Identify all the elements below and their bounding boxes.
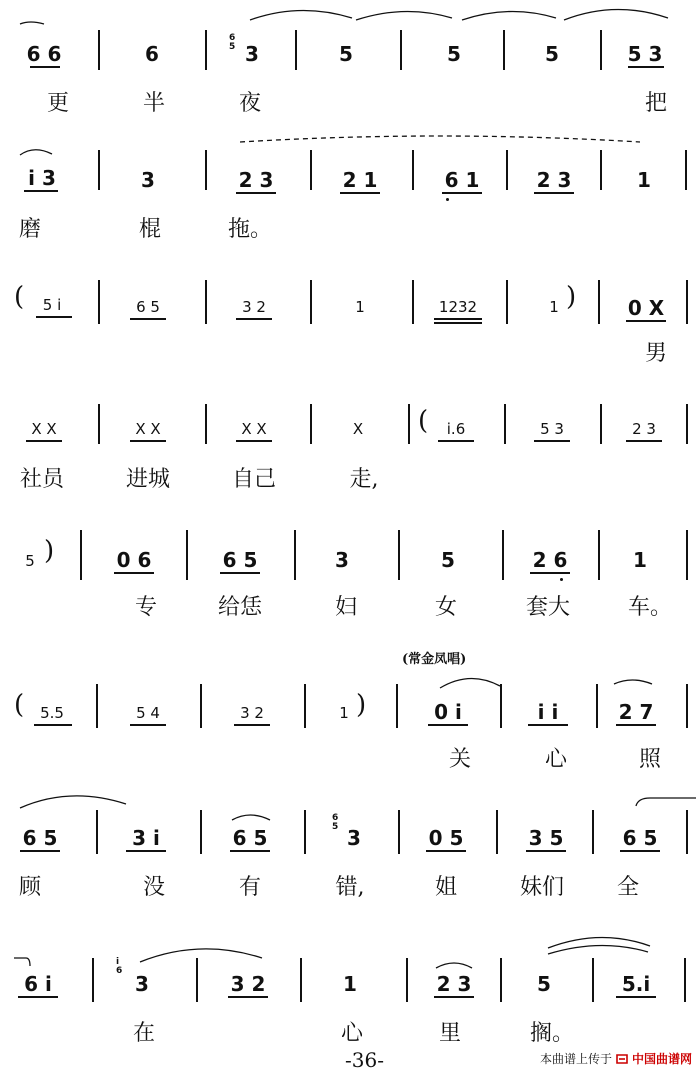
logo-icon [615,1053,629,1065]
note-group: 6 1 [444,168,480,192]
lyric: 心 [340,1021,364,1046]
note-group: 3 5 [528,826,564,850]
lyric: 搁。 [529,1021,575,1046]
note-group: 0 5 [428,826,464,850]
lyric: 女 [434,595,458,620]
note-group: 6 5 [222,548,258,572]
lyric: 磨 [18,217,42,242]
note-group: 3 [141,168,155,192]
note-group: 5.i [621,972,651,996]
note-group: 2 7 [618,700,654,724]
score-system-7 [0,780,700,918]
upload-credit [540,1050,692,1067]
note-group: i i [537,700,559,724]
lyric: 错, [335,875,365,900]
lyric: 关 [448,747,472,772]
lyric: 把 [644,91,668,116]
note-group: 6 5 [136,298,160,316]
close-paren: ) [44,536,55,566]
lyric: 夜 [238,91,262,116]
note-group: 5 [441,548,455,572]
lyric: 进城 [125,467,171,492]
note-group: 6 [145,42,159,66]
grace-note: 6 5 [332,813,339,832]
score-system-4 [0,376,700,502]
note-group: 6 6 [26,42,62,66]
score-system-5 [0,502,700,632]
lyric: 棍 [138,217,162,242]
lyric: 拖。 [227,217,273,242]
score-system-8 [0,918,700,1048]
note-group: 5 4 [136,704,160,722]
open-paren: ( [418,406,429,436]
page-number: -36- [345,1048,384,1072]
lyric: 走, [349,467,379,492]
lyric: 有 [238,875,262,900]
note-group: 5.5 [40,704,64,722]
lyric: 社员 [19,467,65,492]
note-group: 1 [343,972,357,996]
note-group: 2 3 [238,168,274,192]
note-group: 2 1 [342,168,378,192]
note-group: 2 3 [536,168,572,192]
lyric: 更 [46,91,70,116]
lyric: 照 [638,747,662,772]
note-group: 3 [245,42,259,66]
lyric: 半 [142,91,166,116]
lyric: 车。 [627,595,673,620]
note-group: 1 [549,298,559,316]
site-logo-text[interactable]: 中国曲谱网 [631,1052,692,1066]
note-group: 5 [447,42,461,66]
note-group: 1232 [438,298,478,316]
note-group: 5 i [42,296,62,314]
close-paren: ) [356,690,367,720]
lyric: 给恁 [217,595,263,620]
lyric: 套大 [525,595,571,620]
close-paren: ) [566,282,577,312]
note-group: X X [241,420,267,438]
slur-marks [0,632,700,780]
note-group: i.6 [446,420,466,438]
note-group: 3 2 [230,972,266,996]
note-group: X X [31,420,57,438]
note-group: X [352,420,364,438]
lyric: 里 [438,1021,462,1046]
credit-text: 本曲谱上传于 [539,1052,612,1066]
note-group: 1 [633,548,647,572]
note-group: 0 6 [116,548,152,572]
note-group: 5 3 [540,420,564,438]
note-group: 6 i [24,972,52,996]
note-group: 2 6 [532,548,568,572]
lyric: 妇 [334,595,358,620]
note-group: 6 5 [22,826,58,850]
lyric: 心 [544,747,568,772]
note-group: 5 [545,42,559,66]
note-group: 3 [347,826,361,850]
lyric: 男 [644,341,668,366]
note-group: X X [135,420,161,438]
note-group: 6 5 [622,826,658,850]
score-system-6 [0,632,700,780]
note-group: 3 2 [240,704,264,722]
note-group: 2 3 [632,420,656,438]
lyric: 自己 [231,467,277,492]
lyric: 专 [134,595,158,620]
note-group: 5 [25,552,35,570]
lyric: 没 [142,875,166,900]
score-system-1 [0,0,700,130]
note-group: 3 i [132,826,160,850]
note-group: 1 [637,168,651,192]
grace-note: 6 5 [229,33,236,52]
note-group: 3 [335,548,349,572]
note-group: 6 5 [232,826,268,850]
note-group: 1 [355,298,365,316]
note-group: 2 3 [436,972,472,996]
note-group: 0 X [627,296,665,320]
performer-label: (常金凤唱) [402,652,467,667]
lyric: 妹们 [519,875,565,900]
lyric: 顾 [18,875,42,900]
note-group: 3 2 [242,298,266,316]
lyric: 姐 [434,875,458,900]
note-group: 5 [537,972,551,996]
lyric: 全 [616,875,640,900]
open-paren: ( [14,690,25,720]
grace-note: i 6 [116,957,123,976]
note-group: 0 i [434,700,462,724]
note-group: 3 [135,972,149,996]
note-group: 1 [339,704,349,722]
note-group: i 3 [28,166,56,190]
score-system-3 [0,248,700,376]
open-paren: ( [14,282,25,312]
score-system-2 [0,130,700,248]
note-group: 5 3 [627,42,663,66]
lyric: 在 [132,1021,156,1046]
note-group: 5 [339,42,353,66]
